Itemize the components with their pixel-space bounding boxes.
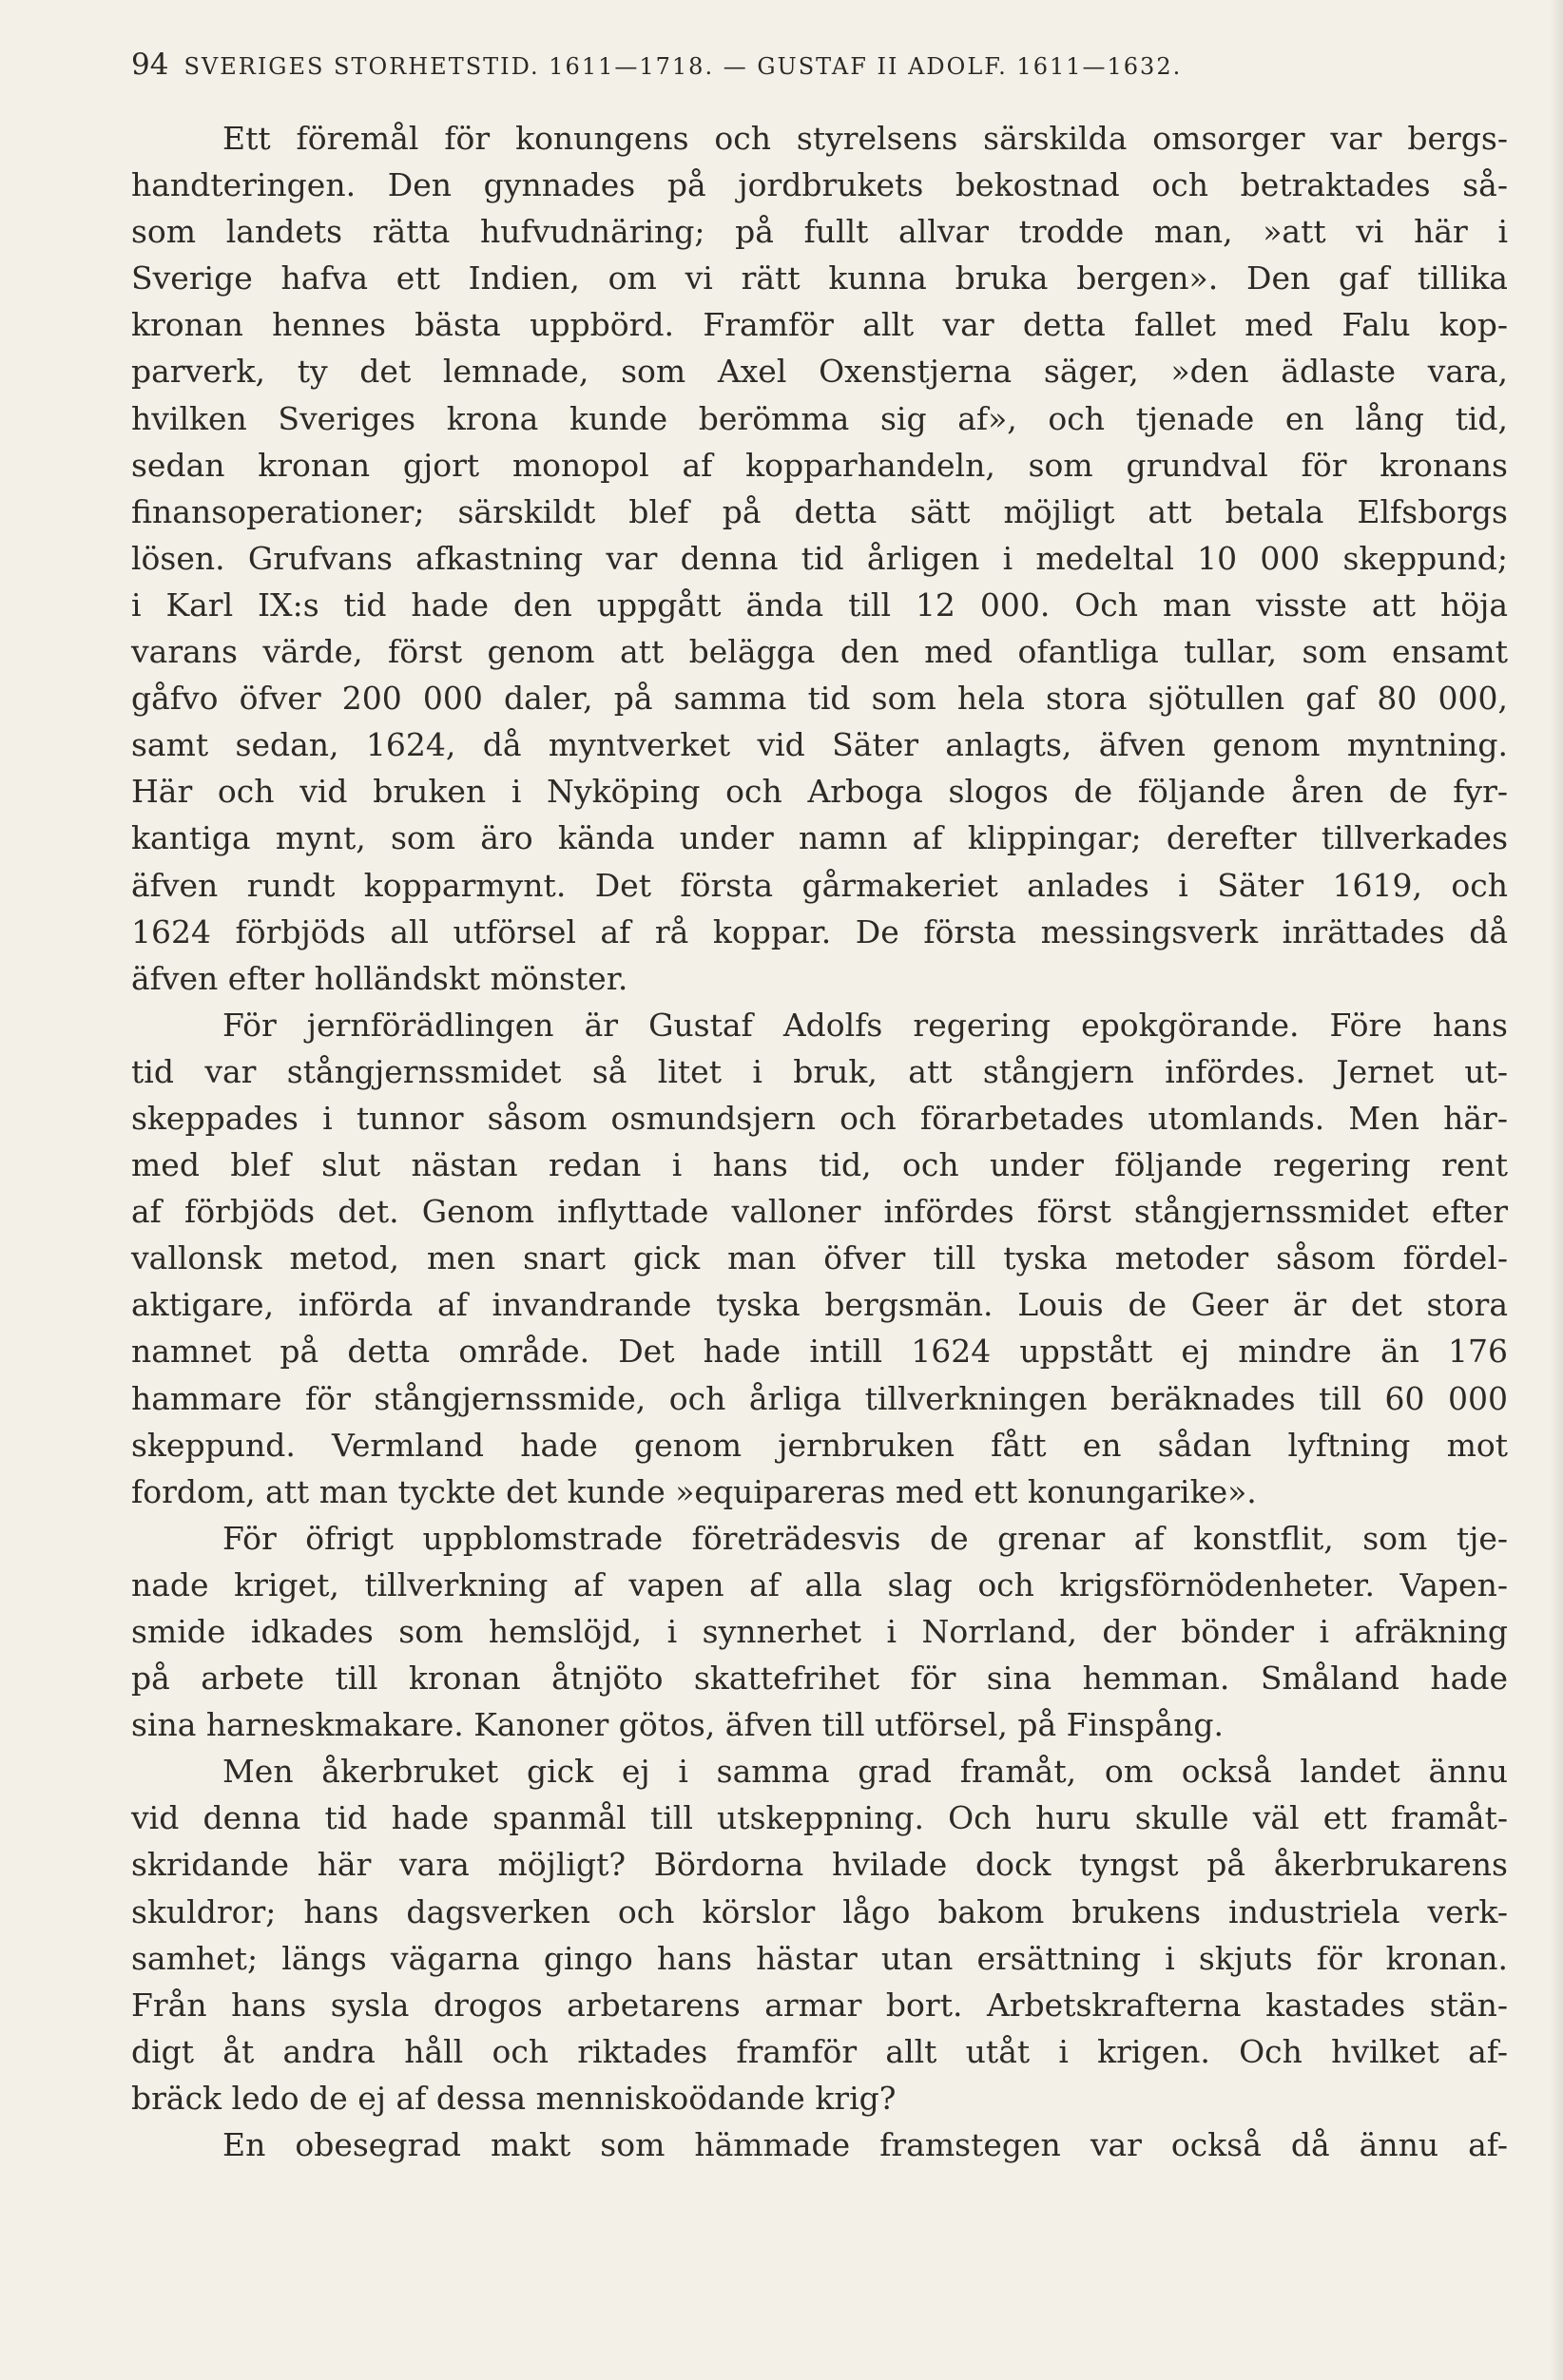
running-title: SVERIGES STORHETSTID. 1611—1718. — GUSTAF II ADOLF. 1611—1632. bbox=[183, 53, 1183, 80]
text-line: lösen. Grufvans afkastning var denna tid årligen i medeltal 10 000 skeppund; bbox=[131, 539, 1508, 577]
text-line: af förbjöds det. Genom inflyttade valloner infördes först stångjernssmidet efter bbox=[131, 1193, 1508, 1231]
text-line: En obesegrad makt som hämmade framstegen var också då ännu af- bbox=[222, 2126, 1508, 2164]
text-line: digt åt andra håll och riktades framför allt utåt i krigen. Och hvilket af- bbox=[131, 2032, 1508, 2070]
text-line: Men åkerbruket gick ej i samma grad framåt, om också landet ännu bbox=[222, 1753, 1508, 1791]
text-line: skuldror; hans dagsverken och körslor lågo bakom brukens industriela verk- bbox=[131, 1892, 1508, 1930]
text-line: sedan kronan gjort monopol af kopparhandeln, som grundval för kronans bbox=[131, 446, 1508, 484]
text-line: kronan hennes bästa uppbörd. Framför allt var detta fallet med Falu kop- bbox=[131, 306, 1508, 344]
text-line: aktigare, införda af invandrande tyska bergsmän. Louis de Geer är det stora bbox=[131, 1286, 1508, 1324]
text-line: finansoperationer; särskildt blef på detta sätt möjligt att betala Elfsborgs bbox=[131, 492, 1508, 530]
text-line: vid denna tid hade spanmål till utskeppning. Och huru skulle väl ett framåt- bbox=[131, 1799, 1508, 1837]
text-line: äfven efter holländskt mönster. bbox=[131, 959, 628, 997]
text-line: För jernförädlingen är Gustaf Adolfs regering epokgörande. Före hans bbox=[222, 1006, 1508, 1044]
text-line: vallonsk metod, men snart gick man öfver till tyska metoder såsom fördel- bbox=[131, 1239, 1508, 1277]
text-line: skridande här vara möjligt? Bördorna hvilade dock tyngst på åkerbrukarens bbox=[131, 1846, 1508, 1884]
text-line: med blef slut nästan redan i hans tid, och under följande regering rent bbox=[131, 1146, 1508, 1184]
text-line: namnet på detta område. Det hade intill 1624 uppstått ej mindre än 176 bbox=[131, 1333, 1508, 1371]
text-line: sina harneskmakare. Kanoner götos, äfven till utförsel, på Finspång. bbox=[131, 1706, 1224, 1744]
text-line: Ett föremål för konungens och styrelsens särskilda omsorger var bergs- bbox=[222, 120, 1508, 157]
text-line: fordom, att man tyckte det kunde »equipareras med ett konungarike». bbox=[131, 1472, 1257, 1510]
text-line: hammare för stångjernssmide, och årliga tillverkningen beräknades till 60 000 bbox=[131, 1379, 1508, 1417]
text-line: nade kriget, tillverkning af vapen af alla slag och krigsförnödenheter. Vapen- bbox=[131, 1565, 1508, 1603]
page-number: 94 bbox=[131, 48, 169, 82]
text-line: bräck ledo de ej af dessa menniskoödande krig? bbox=[131, 2079, 897, 2117]
text-line: på arbete till kronan åtnjöto skattefrihet för sina hemman. Småland hade bbox=[131, 1660, 1508, 1698]
text-line: smide idkades som hemslöjd, i synnerhet i Norrland, der bönder i afräkning bbox=[131, 1613, 1508, 1650]
text-line: kantiga mynt, som äro kända under namn af klippingar; derefter tillverkades bbox=[131, 819, 1508, 857]
text-line: som landets rätta hufvudnäring; på fullt allvar trodde man, »att vi här i bbox=[131, 213, 1508, 251]
body-text bbox=[131, 115, 1508, 2168]
text-line: samhet; längs vägarna gingo hans hästar utan ersättning i skjuts för kronan. bbox=[131, 1939, 1508, 1977]
text-line: skeppund. Vermland hade genom jernbruken fått en sådan lyftning mot bbox=[131, 1426, 1508, 1464]
text-line: skeppades i tunnor såsom osmundsjern och förarbetades utomlands. Men här- bbox=[131, 1099, 1508, 1137]
text-line: Här och vid bruken i Nyköping och Arboga slogos de följande åren de fyr- bbox=[131, 773, 1508, 811]
text-line: 1624 förbjöds all utförsel af rå koppar. De första messingsverk inrättades då bbox=[131, 912, 1508, 950]
text-line: För öfrigt uppblomstrade företrädesvis de grenar af konstflit, som tje- bbox=[222, 1519, 1508, 1557]
text-line: hvilken Sveriges krona kunde berömma sig af», och tjenade en lång tid, bbox=[131, 399, 1508, 437]
page-header bbox=[131, 48, 1500, 86]
text-line: gåfvo öfver 200 000 daler, på samma tid som hela stora sjötullen gaf 80 000, bbox=[131, 680, 1508, 718]
text-line: Sverige hafva ett Indien, om vi rätt kunna bruka bergen». Den gaf tillika bbox=[131, 259, 1508, 298]
text-line: samt sedan, 1624, då myntverket vid Säter anlagts, äfven genom myntning. bbox=[131, 726, 1508, 764]
text-line: äfven rundt kopparmynt. Det första gårmakeriet anlades i Säter 1619, och bbox=[131, 866, 1508, 904]
text-line: i Karl IX:s tid hade den uppgått ända till 12 000. Och man visste att höja bbox=[131, 585, 1508, 624]
text-line: handteringen. Den gynnades på jordbrukets bekostnad och betraktades så- bbox=[131, 166, 1508, 204]
text-line: tid var stångjernssmidet så litet i bruk, att stångjern infördes. Jernet ut- bbox=[131, 1052, 1508, 1090]
text-line: Från hans sysla drogos arbetarens armar bort. Arbetskrafterna kastades stän- bbox=[131, 1986, 1508, 2024]
page-edge bbox=[1550, 0, 1563, 2380]
text-line: varans värde, först genom att belägga den med ofantliga tullar, som ensamt bbox=[131, 633, 1508, 671]
text-line: parverk, ty det lemnade, som Axel Oxenstjerna säger, »den ädlaste vara, bbox=[131, 353, 1508, 391]
